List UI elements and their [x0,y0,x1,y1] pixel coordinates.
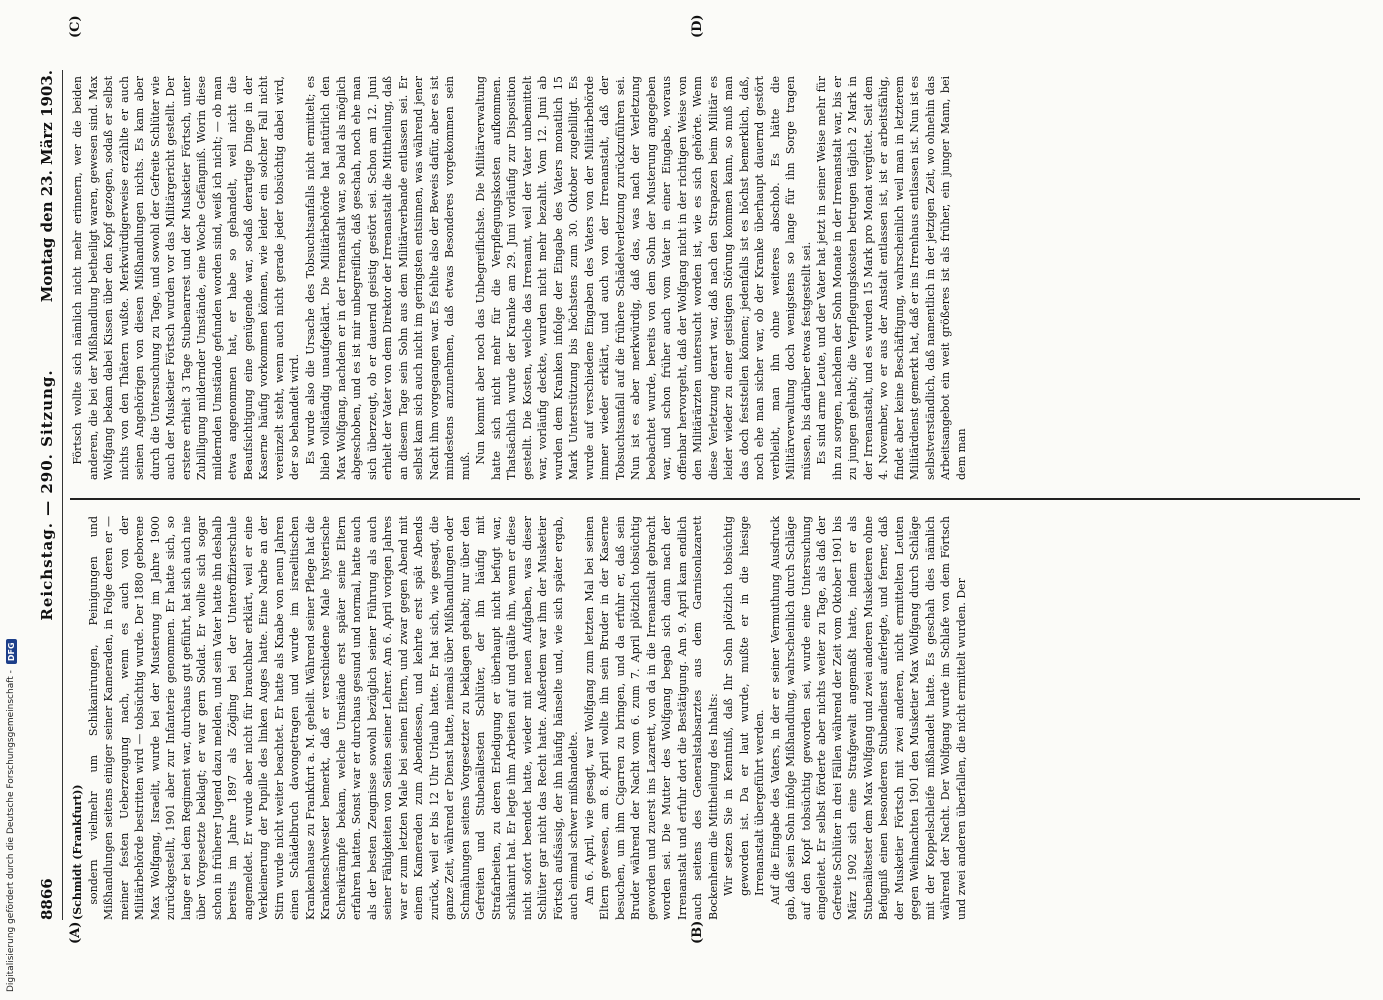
paragraph: sondern vielmehr um Schikanirungen, Peinigungen und Mißhandlungen seitens einiger seiner Kameraden, in Folge deren er — meiner festen Ueberzeugung nach, wenn es auch von der Militärbehörde bestritten wird — tobsüchtig wurde. Der 1880 geborene Max Wolfgang, Israelit, wurde bei der Musterung im Jahre 1900 zurückgestellt, 1901 aber zur Infanterie genommen. Er hatte sich, so lange er bei dem Regiment war, durchaus gut geführt, hat sich auch nie über Vorgesetzte beklagt; er war gern Soldat. Er wollte sich sogar schon in früherer Jugend dazu melden, und sein Vater hatte ihn deshalb bereits im Jahre 1897 als Zögling bei der Unteroffizierschule angemeldet. Er wurde aber nicht für brauchbar erklärt, weil er eine Verkleinerung der Pupille des linken Auges hatte. Eine Narbe an der Stirn wurde nicht weiter beachtet. Er hatte als Knabe von neun Jahren einen Schädelbruch davongetragen und wurde im israelitischen Krankenhause zu Frankfurt a. M. geheilt. Während seiner Pflege hat die Krankenschwester bemerkt, daß er verschiedene Male hysterische Schreikrämpfe bekam, welche Umstände erst später seine Eltern erfahren hatten. Sonst war er durchaus gesund und normal, hatte auch als der besten Zeugnisse sowohl bezüglich seiner Führung als auch seiner Fähigkeiten von Seiten seiner Lehrer. Am 6. April vorigen Jahres war er zum letzten Male bei seinen Eltern, und zwar gegen Abend mit einem Kameraden zum Abendessen, und kehrte erst spät Abends zurück, weil er bis 12 Uhr Urlaub hatte. Er hat sich, wie gesagt, die ganze Zeit, während er Dienst hatte, niemals über Mißhandlungen oder Schmähungen seitens Vorgesetzter zu beklagen gehabt; nur über den Gefreiten und Stubenältesten Schlüter, der ihn häufig mit Strafarbeiten, zu deren Erledigung er überhaupt nicht befugt war, schikanirt hat. Er legte ihm Arbeiten auf und quälte ihn, wenn er diese nicht sofort beendet hatte, wieder mit neuen Aufgaben, was dieser Schlüter gar nicht das Recht hatte. Außerdem war ihm der Musketier Förtsch aufsässig, der ihn häufig hänselte und, wie sich später ergab, auch einmal schwer mißhandelte. [86,516,580,920]
margin-marker-d: (D) [690,14,705,38]
dfg-logo: DFG [6,639,17,664]
credit-text: Digitalisierung gefördert durch die Deutsche Forschungsgemeinschaft - [6,670,16,992]
page-number: 8866 [38,878,56,920]
speaker-label: (Schmidt (Frankfurt)) [71,784,84,920]
session-date: Montag den 23. März 1903. [38,70,56,303]
right-column [70,76,1355,480]
paragraph: Förtsch wollte sich nämlich nicht mehr erinnern, wer die beiden anderen, die bei der Mißhandlung betheiligt waren, gewesen sind. Max Wolfgang bekam dabei Kissen über den Kopf gezogen, sodaß er selbst nichts von den Thätern wußte. Merkwürdigerweise erzählte er auch seinen Angehörigen von diesen Mißhandlungen nichts. Es kam aber durch die Untersuchung zu Tage, und sowohl der Gefreite Schlüter wie auch der Musketier Förtsch wurden vor das Militärgericht gestellt. Der erstere erhielt 3 Tage Stubenarrest und der Musketier Förtsch, unter Zubilligung mildernder Umstände, eine Woche Gefängniß. Worin diese mildernden Umstände gefunden worden sind, weiß ich nicht; — ob man etwa angenommen hat, er habe so gehandelt, weil nicht die Beaufsichtigung eine genügende war, sodaß derartige Dinge in der Kaserne häufig vorkommen können, wie leider ein solcher Fall nicht vereinzelt steht, wenn auch nicht gerade jeder tobsüchtig dabei wird, der so behandelt wird. [71,76,301,480]
paragraph: Auf die Eingabe des Vaters, in der er seiner Vermuthung Ausdruck gab, daß sein Sohn infolge Mißhandlung, wahrscheinlich durch Schläge auf den Kopf tobsüchtig geworden sei, wurde eine Untersuchung eingeleitet. Er selbst förderte aber nichts weiter zu Tage, als daß der Gefreite Schlüter in drei Fällen während der Zeit vom Oktober 1901 bis März 1902 sich eine Strafgewalt angemaßt hatte, indem er als Stubenältester dem Max Wolfgang und zwei anderen Musketieren ohne Befugniß einen besonderen Stubendienst auferlegte, und ferner, daß der Musketier Förtsch mit zwei anderen, nicht ermittelten Leuten gegen Weihnachten 1901 den Musketier Max Wolfgang durch Schläge mit der Koppelschleife mißhandelt hatte. Es geschah dies nämlich während der Nacht. Der Wolfgang wurde im Schlafe von dem Förtsch und zwei anderen überfallen, die nicht ermittelt wurden. Der [768,516,968,920]
paragraph: Am 6. April, wie gesagt, war Wolfgang zum letzten Mal bei seinen Eltern gewesen, am 8. April wollte ihn sein Bruder in der Kaserne besuchen, um ihm Cigarren zu bringen, und da erfuhr er, daß sein Bruder während der Nacht vom 6. zum 7. April plötzlich tobsüchtig geworden und zuerst ins Lazarett, von da in die Irrenanstalt gebracht worden sei. Die Mutter des Wolfgang begab sich dann nach der Irrenanstalt und erfuhr dort die Bestätigung. Am 9. April kam endlich auch seitens des Generalstabsarztes aus dem Garnisonlazarett Bockenheim die Mittheilung des Inhalts: [582,516,720,920]
quoted-notice: Wir setzen Sie in Kenntniß, daß Ihr Sohn plötzlich tobsüchtig geworden ist. Da er laut wurde, mußte er in die hiesige Irrenanstalt übergeführt werden. [722,516,766,896]
left-column [70,516,1355,920]
column-divider [70,498,1360,500]
paragraph: Nun kommt aber noch das Unbegreiflichste. Die Militärverwaltung hatte sich nicht mehr für die Verpflegungskosten aufkommen. Thatsächlich wurde der Kranke am 29. Juni vorläufig zur Disposition gestellt. Die Kosten, welche das Irrenamt, weil der Vater unbemittelt war, vorläufig deckte, wurden nicht mehr bezahlt. Vom 12. Juni ab wurden dem Kranken infolge der Eingabe des Vaters monatlich 15 Mark Unterstützung bis höchstens zum 30. Oktober zugebilligt. Es wurde auf verschiedene Eingaben des Vaters von der Militärbehörde immer wieder erklärt, und auch von der Irrenanstalt, daß der Tobsuchtsanfall auf die frühere Schädelverletzung zurückzuführen sei. Nun ist es aber merkwürdig, daß das, was nach der Verletzung beobachtet wurde, bereits von dem Sohn der Musterung angegeben war, und schon früher auch vom Vater in einer Eingabe, woraus offenbar hervorgeht, daß der Wolfgang nicht in der richtigen Weise von den Militärärzten untersucht worden ist, wie es sich gehörte. Wenn diese Verletzung derart war, daß nach den Strapazen beim Militär es leider wieder zu einer geistigen Störung kommen kann, so muß man das doch feststellen können; jedenfalls ist es höchst bemerklich, daß, noch ehe man sicher war, ob der Kranke überhaupt dauernd gestört verbleibt, man ihn ohne weiteres abschob. Es hätte die Militärverwaltung doch wenigstens so lange für ihn Sorge tragen müssen, bis darüber etwas festgestellt sei. [474,76,813,480]
paragraph: Es sind arme Leute, und der Vater hat jetzt in seiner Weise mehr für ihn zu sorgen, nachdem der Sohn Monate in der Irrenanstalt war, bis er zu jungen gehabt; die Verpflegungskosten betrugen täglich 2 Mark in der Irrenanstalt, und es wurden 15 Mark pro Monat vergütet. Seit dem 4. November, wo er aus der Anstalt entlassen ist, ist er arbeitsfähig, findet aber keine Beschäftigung, wahrscheinlich weil man in letzterem Militärdienst gemerkt hat, daß er ins Irrenhaus entlassen ist. Nun ist es selbstverständlich, daß namentlich in der jetzigen Zeit, wo ohnehin das Arbeitsangebot ein weit größeres ist als früher, ein junger Mann, bei dem man [815,76,968,480]
margin-marker-c: (C) [68,15,83,38]
page-title: Reichstag. — 290. Sitzung. [38,369,56,621]
header-rule [62,70,63,920]
paragraph: Es wurde also die Ursache des Tobsuchtsanfalls nicht ermittelt; es blieb vollständig unaufgeklärt. Die Militärbehörde hat natürlich den Max Wolfgang, nachdem er in der Irrenanstalt war, so bald als möglich abgeschoben, und es ist mir unbegreiflich, daß geschah, noch ehe man sich überzeugt, ob er dauernd geistig gestört sei. Schon am 12. Juni erhielt der Vater von dem Direktor der Irrenanstalt die Mittheilung, daß an diesem Tage sein Sohn aus dem Militärverbande entlassen sei. Er selbst kam sich auch nicht im geringsten entsinnen, was während jener Nacht ihm vorgegangen war. Es fehlte also der Beweis dafür, aber es ist mindestens anzunehmen, daß etwas Besonderes vorgekommen sein muß. [303,76,472,480]
margin-marker-a: (A) [68,921,83,944]
margin-marker-b: (B) [690,920,705,944]
page-header [38,70,64,920]
